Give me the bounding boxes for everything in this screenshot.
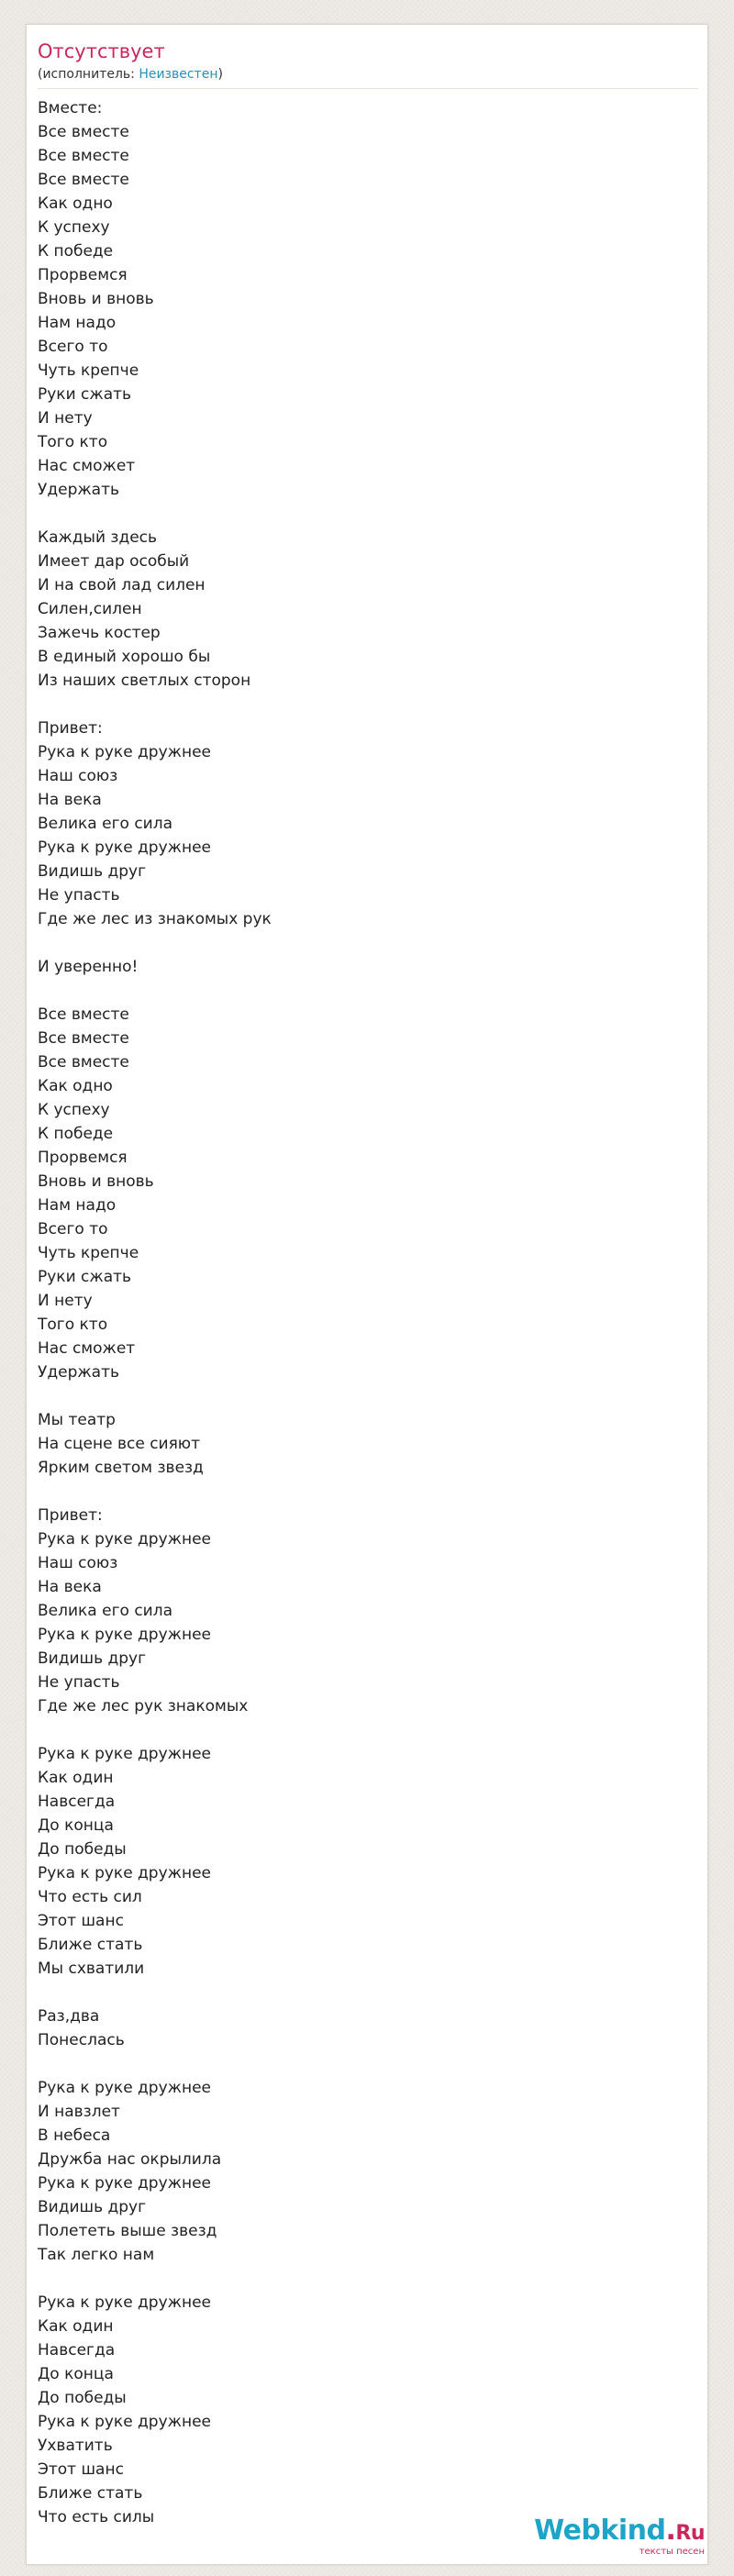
lyric-line: До конца bbox=[38, 1816, 114, 1835]
lyric-blank-line bbox=[38, 1480, 272, 1504]
logo-tld: Ru bbox=[675, 2522, 705, 2545]
lyric-line: Рука к руке дружнее bbox=[38, 1745, 212, 1763]
lyric-line: И нету bbox=[38, 409, 93, 427]
lyric-line: Зажечь костер bbox=[38, 624, 161, 642]
lyric-line: Руки сжать bbox=[38, 1268, 132, 1286]
lyric-line: На века bbox=[38, 1578, 102, 1596]
lyric-line: Рука к руке дружнее bbox=[38, 1530, 212, 1549]
lyric-line: Всего то bbox=[38, 1220, 108, 1238]
lyric-line: Как одно bbox=[38, 1077, 113, 1095]
lyric-line: Вместе: bbox=[38, 99, 103, 117]
lyric-line: Рука к руке дружнее bbox=[38, 743, 212, 761]
lyric-blank-line bbox=[38, 979, 272, 1003]
lyrics-text bbox=[38, 96, 272, 2529]
lyric-line: До победы bbox=[38, 1840, 127, 1859]
header-divider bbox=[38, 88, 698, 89]
lyric-blank-line bbox=[38, 502, 272, 526]
lyric-blank-line bbox=[38, 2052, 272, 2076]
lyric-line: Рука к руке дружнее bbox=[38, 1864, 212, 1882]
lyric-line: Что есть силы bbox=[38, 2508, 155, 2526]
performer-link[interactable]: Неизвестен bbox=[139, 67, 218, 82]
lyric-line: Нас сможет bbox=[38, 1339, 136, 1358]
lyric-line: Ухватить bbox=[38, 2437, 113, 2455]
lyric-line: Полететь выше звезд bbox=[38, 2222, 217, 2240]
lyric-line: Дружба нас окрылила bbox=[38, 2150, 222, 2169]
lyric-line: Удержать bbox=[38, 1363, 120, 1382]
lyric-line: Рука к руке дружнее bbox=[38, 2079, 212, 2097]
lyric-line: Мы схватили bbox=[38, 1960, 145, 1978]
lyric-line: Всего то bbox=[38, 338, 108, 356]
lyric-line: Все вместе bbox=[38, 1053, 129, 1071]
lyric-line: И уверенно! bbox=[38, 958, 139, 976]
lyric-line: Удержать bbox=[38, 481, 120, 499]
lyric-line: И нету bbox=[38, 1292, 93, 1310]
lyric-blank-line bbox=[38, 1718, 272, 1742]
lyric-line: Ярким светом звезд bbox=[38, 1459, 204, 1477]
lyric-line: Имеет дар особый bbox=[38, 552, 190, 571]
lyric-line: Велика его сила bbox=[38, 815, 172, 833]
lyric-line: Все вместе bbox=[38, 171, 129, 189]
lyric-line: К успеху bbox=[38, 1101, 110, 1119]
lyric-line: Вновь и вновь bbox=[38, 290, 154, 308]
lyric-line: Навсегда bbox=[38, 2341, 116, 2359]
lyric-line: Навсегда bbox=[38, 1793, 116, 1811]
lyrics-card bbox=[26, 24, 708, 2565]
lyric-line: Видишь друг bbox=[38, 862, 147, 881]
lyric-line: Чуть крепче bbox=[38, 361, 139, 380]
lyric-line: К победе bbox=[38, 242, 114, 261]
lyric-line: Все вместе bbox=[38, 1029, 129, 1048]
lyric-line: Ближе стать bbox=[38, 1936, 143, 1954]
logo-tagline: тексты песен bbox=[639, 2547, 705, 2557]
lyric-line: Все вместе bbox=[38, 1005, 129, 1024]
lyric-blank-line bbox=[38, 1981, 272, 2004]
lyric-line: Где же лес рук знакомых bbox=[38, 1697, 249, 1715]
lyric-line: Что есть сил bbox=[38, 1888, 142, 1906]
lyric-line: Нам надо bbox=[38, 314, 117, 332]
lyric-line: Видишь друг bbox=[38, 1649, 147, 1668]
lyric-line: Ближе стать bbox=[38, 2484, 143, 2503]
lyric-line: На сцене все сияют bbox=[38, 1435, 201, 1453]
webkind-logo bbox=[534, 2516, 705, 2548]
lyric-blank-line bbox=[38, 931, 272, 955]
lyric-line: И на свой лад силен bbox=[38, 576, 206, 594]
lyric-line: Наш союз bbox=[38, 767, 118, 785]
lyric-line: Где же лес из знакомых рук bbox=[38, 910, 272, 928]
lyric-line: Как одно bbox=[38, 194, 113, 213]
lyric-line: Рука к руке дружнее bbox=[38, 838, 212, 857]
lyric-line: Рука к руке дружнее bbox=[38, 1626, 212, 1644]
lyric-line: До победы bbox=[38, 2389, 127, 2407]
lyric-line: Вновь и вновь bbox=[38, 1172, 154, 1191]
lyric-line: Как один bbox=[38, 2317, 114, 2336]
lyric-line: Привет: bbox=[38, 719, 103, 738]
lyric-line: К победе bbox=[38, 1125, 114, 1143]
lyric-line: Мы театр bbox=[38, 1411, 116, 1429]
lyric-line: К успеху bbox=[38, 218, 110, 237]
performer-suffix: ) bbox=[217, 67, 223, 82]
site-watermark bbox=[534, 2516, 705, 2558]
lyric-blank-line bbox=[38, 693, 272, 716]
lyric-line: Нам надо bbox=[38, 1196, 117, 1215]
lyric-line: Нас сможет bbox=[38, 457, 136, 475]
lyric-blank-line bbox=[38, 2267, 272, 2291]
lyric-line: Прорвемся bbox=[38, 266, 128, 284]
lyric-line: Прорвемся bbox=[38, 1149, 128, 1167]
logo-brand: Webkind bbox=[534, 2515, 666, 2547]
lyric-line: Рука к руке дружнее bbox=[38, 2413, 212, 2431]
lyric-line: До конца bbox=[38, 2365, 114, 2383]
lyric-line: Все вместе bbox=[38, 147, 129, 165]
lyric-line: Не упасть bbox=[38, 1673, 120, 1692]
lyric-line: Привет: bbox=[38, 1506, 103, 1525]
lyric-line: Руки сжать bbox=[38, 385, 132, 404]
lyric-line: Силен,силен bbox=[38, 600, 142, 618]
lyric-line: Этот шанс bbox=[38, 2460, 124, 2479]
lyric-line: Так легко нам bbox=[38, 2246, 155, 2264]
lyric-line: В единый хорошо бы bbox=[38, 648, 211, 666]
lyric-line: На века bbox=[38, 791, 102, 809]
logo-dot: . bbox=[665, 2515, 676, 2547]
lyric-line: Велика его сила bbox=[38, 1602, 172, 1620]
lyric-line: Того кто bbox=[38, 433, 108, 451]
lyric-line: В небеса bbox=[38, 2126, 111, 2145]
lyric-line: Из наших светлых сторон bbox=[38, 672, 251, 690]
lyric-line: Этот шанс bbox=[38, 1912, 124, 1930]
lyric-line: Все вместе bbox=[38, 123, 129, 141]
song-title: Отсутствует bbox=[38, 40, 165, 62]
lyric-line: Понеслась bbox=[38, 2031, 125, 2049]
lyric-line: И навзлет bbox=[38, 2103, 120, 2121]
lyric-line: Не упасть bbox=[38, 886, 120, 905]
lyric-line: Рука к руке дружнее bbox=[38, 2293, 212, 2312]
lyric-line: Как один bbox=[38, 1769, 114, 1787]
lyric-line: Рука к руке дружнее bbox=[38, 2174, 212, 2193]
lyric-line: Видишь друг bbox=[38, 2198, 147, 2216]
lyric-line: Чуть крепче bbox=[38, 1244, 139, 1262]
lyric-line: Того кто bbox=[38, 1316, 108, 1334]
performer-line bbox=[38, 66, 223, 83]
lyric-blank-line bbox=[38, 1384, 272, 1408]
performer-prefix: (исполнитель: bbox=[38, 67, 139, 82]
lyric-line: Наш союз bbox=[38, 1554, 118, 1572]
lyric-line: Каждый здесь bbox=[38, 528, 158, 547]
lyric-line: Раз,два bbox=[38, 2007, 100, 2026]
